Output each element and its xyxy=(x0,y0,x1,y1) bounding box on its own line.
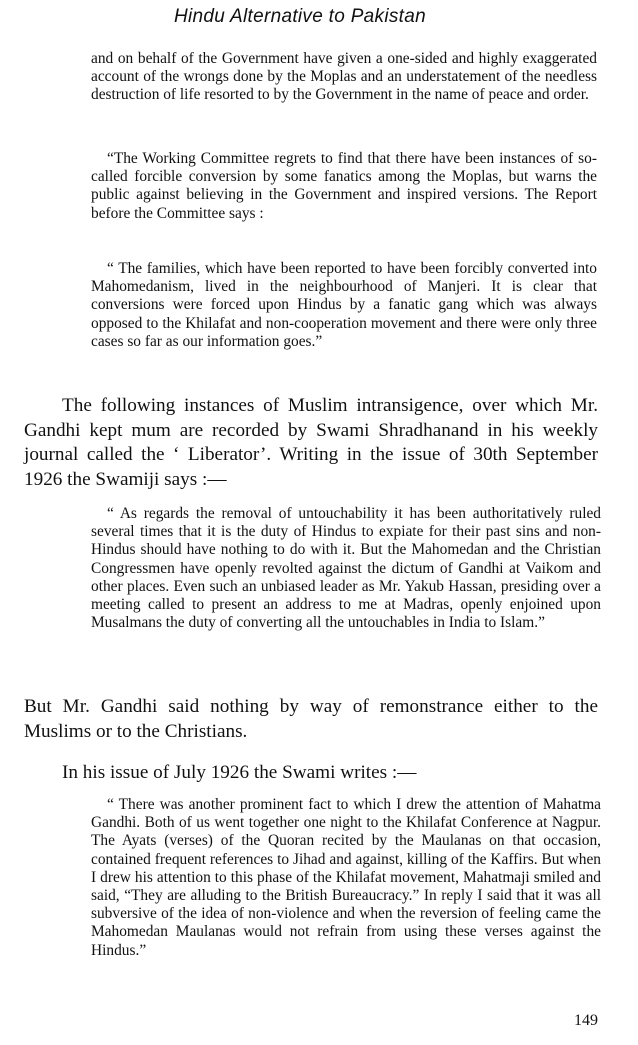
quote-paragraph-nagpur: “ There was another prominent fact to which I drew the attention of Mahatma Gandhi. Both of us went together one night to the Khilafat Conference at Nagpur. The Ayats (verses) of the Quoran recited by the Maulanas on that occasion, contained frequent references to Jihad and against, killing of the Kaffirs. But when I drew his attention to this phase of the Khilafat movement, Mahatmaji smiled and said, “They are alluding to the British Bureaucracy.” In reply I said that it was all subversive of the idea of non-violence and when the reversion of feeling came the Mahomedan Maulanas would not refrain from using these verses against the Hindus.” xyxy=(91,796,601,959)
body-paragraph-remonstrance: But Mr. Gandhi said nothing by way of remonstrance either to the Muslims or to the Christians. xyxy=(24,696,598,742)
body-paragraph-july-issue: In his issue of July 1926 the Swami writes :— xyxy=(62,762,417,783)
running-head: Hindu Alternative to Pakistan xyxy=(174,6,426,27)
quote-paragraph-untouchability: “ As regards the removal of untouchability it has been authoritatively ruled several times that it is the duty of Hindus to expiate for their past sins and non-Hindus should have nothing to do with it. But the Mahomedan and the Christian Congressmen have openly revolted against the dictum of Gandhi at Vaikom and other places. Even such an unbiased leader as Mr. Yakub Hassan, presiding over a meeting called to present an address to me at Madras, openly enjoined upon Musalmans the duty of converting all the untouchables in India to Islam.” xyxy=(91,505,601,632)
quote-paragraph-report: “ The families, which have been reported to have been forcibly converted into Mahomedanism, lived in the neighbourhood of Manjeri. It is clear that conversions were forced upon Hindus by a fanatic gang which was always opposed to the Khilafat and non-cooperation movement and there were only three cases so far as our information goes.” xyxy=(91,260,597,350)
page-number: 149 xyxy=(574,1012,598,1029)
body-paragraph-liberator: The following instances of Muslim intransigence, over which Mr. Gandhi kept mum are recorded by Swami Shradhanand in his weekly journal called the ‘ Liberator’. Writing in the issue of 30th September 1926 the Swamiji says :— xyxy=(24,395,598,490)
quote-paragraph-working-committee: “The Working Committee regrets to find that there have been instances of so-called forcible conversion by some fanatics among the Moplas, but warns the public against believing in the Government and inspired versions. The Report before the Committee says : xyxy=(91,150,597,222)
quote-paragraph-continued: and on behalf of the Government have given a one-sided and highly exaggerated account of the wrongs done by the Moplas and an understatement of the needless destruction of life resorted to by the Government in the name of peace and order. xyxy=(91,50,597,104)
